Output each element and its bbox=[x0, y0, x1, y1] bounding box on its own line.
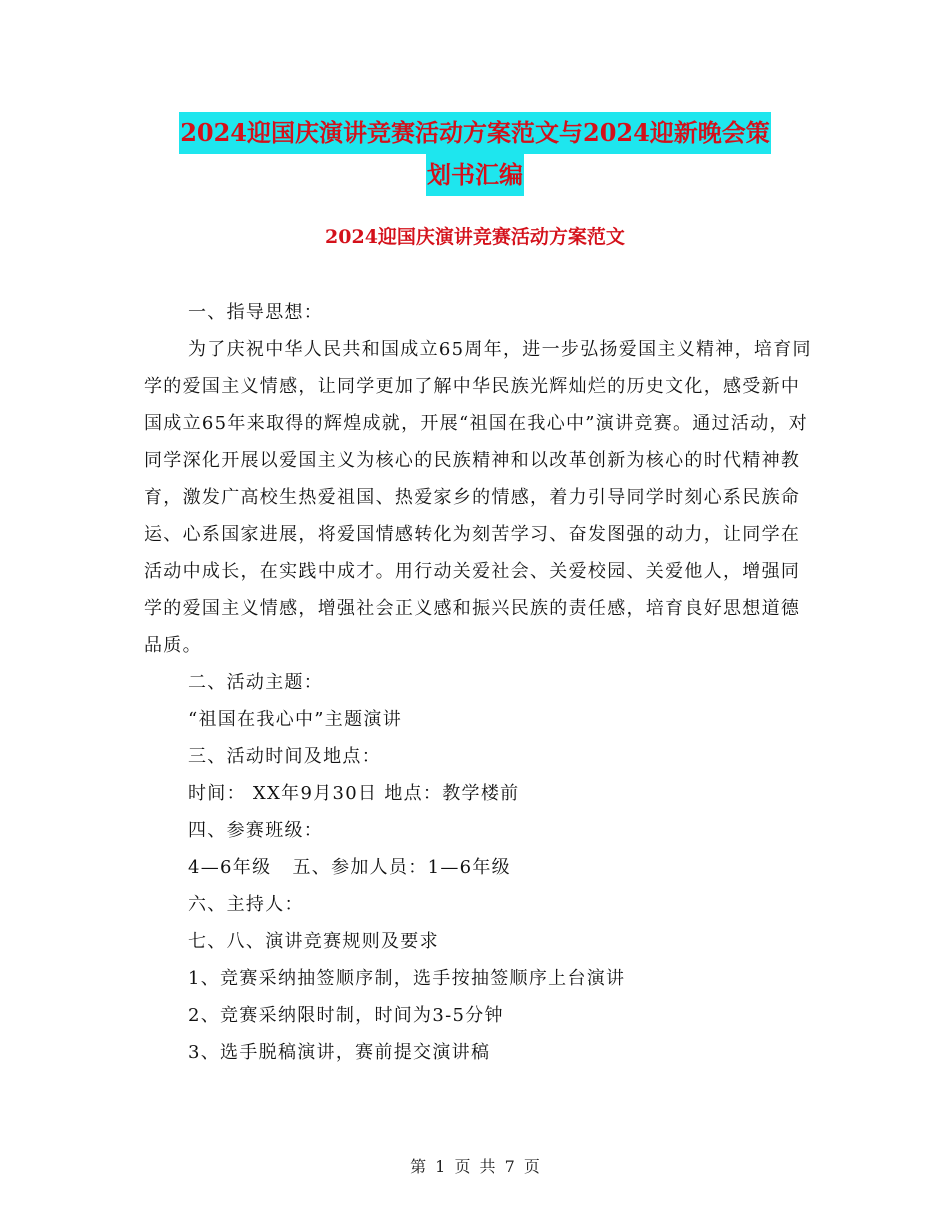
heading-activity-theme: 二、活动主题： bbox=[188, 672, 324, 693]
section-subtitle: 2024迎国庆演讲竞赛活动方案范文 bbox=[325, 226, 625, 248]
heading-time-place: 三、活动时间及地点： bbox=[188, 746, 381, 767]
activity-theme-text: “祖国在我心中”主题演讲 bbox=[188, 709, 403, 730]
document-title bbox=[0, 112, 950, 196]
title-line-2: 划书汇编 bbox=[426, 154, 524, 196]
page-footer: 第 1 页 共 7 页 bbox=[410, 1157, 540, 1176]
classes-participants-text: 4—6年级 五、参加人员：1—6年级 bbox=[188, 857, 511, 878]
heading-rules: 七、八、演讲竞赛规则及要求 bbox=[188, 931, 439, 952]
time-place-text: 时间： XX年9月30日 地点：教学楼前 bbox=[188, 783, 520, 804]
guiding-thought-paragraph: 为了庆祝中华人民共和国成立65周年，进一步弘扬爱国主义精神，培育同学的爱国主义情感，让同学更加了解中华民族光辉灿烂的历史文化，感受新中国成立65年来取得的辉煌成就，开展“祖国在我心中”演讲竞赛。通过活动，对同学深化开展以爱国主义为核心的民族精神和以改革创新为核心的时代精神教育，激发广高校生热爱祖国、热爱家乡的情感，着力引导同学时刻心系民族命运、心系国家进展，将爱国情感转化为刻苦学习、奋发图强的动力，让同学在活动中成长，在实践中成才。用行动关爱社会、关爱校园、关爱他人，增强同学的爱国主义情感，增强社会正义感和振兴民族的责任感，培育良好思想道德品质。 bbox=[144, 339, 812, 656]
heading-host: 六、主持人： bbox=[188, 894, 304, 915]
document-body bbox=[144, 294, 814, 1071]
rule-item-1: 1、竞赛采纳抽签顺序制，选手按抽签顺序上台演讲 bbox=[188, 968, 626, 989]
rule-item-2: 2、竞赛采纳限时制，时间为3-5分钟 bbox=[188, 1005, 504, 1026]
heading-participating-classes: 四、参赛班级： bbox=[188, 820, 324, 841]
heading-guiding-thought: 一、指导思想： bbox=[188, 302, 324, 323]
title-line-1: 2024迎国庆演讲竞赛活动方案范文与2024迎新晚会策 bbox=[179, 112, 771, 154]
rule-item-3: 3、选手脱稿演讲，赛前提交演讲稿 bbox=[188, 1042, 491, 1063]
